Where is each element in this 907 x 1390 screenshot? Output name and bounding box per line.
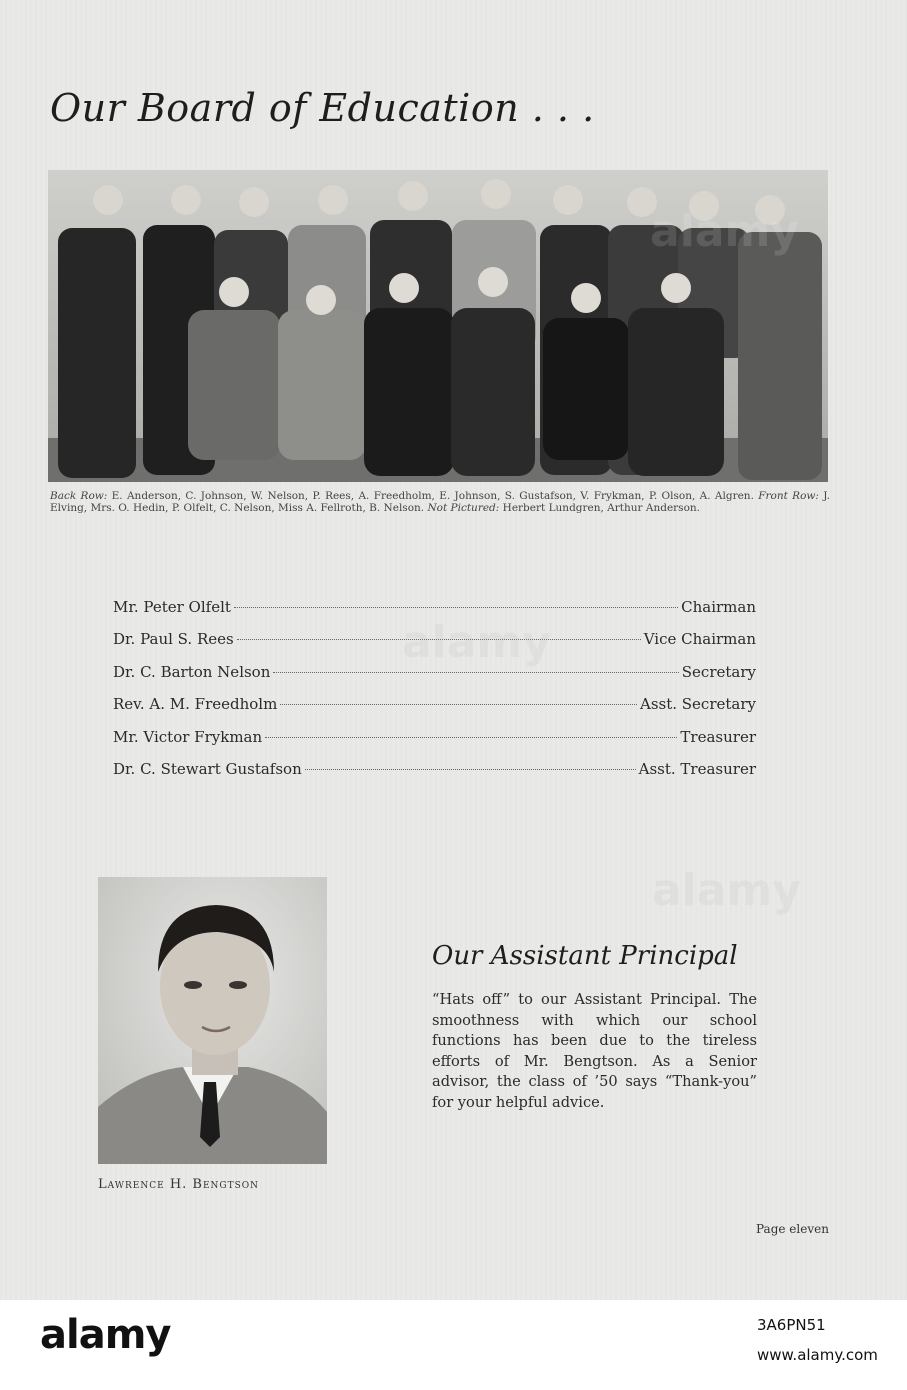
back-row-label: Back Row:	[50, 490, 108, 502]
officer-row	[113, 663, 756, 695]
assistant-principal-body: “Hats off” to our Assistant Principal. The smoothness with which our school functions has been due to the tireless efforts of Mr. Bengtson. As a Senior advisor, the class of ’50 says “Thank-you” for your helpful advice.	[432, 991, 757, 1111]
officer-row	[113, 695, 756, 727]
officer-row	[113, 728, 756, 760]
officer-name: Dr. C. Stewart Gustafson	[113, 759, 302, 778]
officer-row	[113, 760, 756, 792]
officer-name: Dr. C. Barton Nelson	[113, 662, 271, 681]
back-row-names: E. Anderson, C. Johnson, W. Nelson, P. Rees, A. Freedholm, E. Johnson, S. Gustafson, V. Frykman, P. Olson, A. Algren.	[107, 490, 759, 502]
front-row-names: J. Elving, Mrs. O. Hedin, P. Olfelt, C. Nelson, Miss A. Fellroth, B. Nelson.	[50, 490, 830, 514]
officers-list	[113, 598, 756, 792]
officer-role: Asst. Treasurer	[638, 759, 756, 778]
officer-name: Dr. Paul S. Rees	[113, 630, 234, 649]
leader-dots	[273, 672, 678, 673]
board-group-photo	[48, 170, 828, 482]
officer-role: Vice Chairman	[643, 630, 756, 649]
assistant-principal-title: Our Assistant Principal	[432, 941, 738, 971]
leader-dots	[305, 769, 636, 770]
officer-role: Treasurer	[680, 727, 756, 746]
page-title: Our Board of Education . . .	[50, 86, 595, 130]
leader-dots	[280, 704, 637, 705]
officer-role: Secretary	[681, 662, 756, 681]
officer-name: Mr. Peter Olfelt	[113, 598, 231, 616]
leader-dots	[234, 607, 678, 608]
leader-dots	[237, 639, 641, 640]
group-photo-caption	[50, 490, 830, 514]
alamy-logo: alamy	[40, 1312, 171, 1358]
assistant-principal-portrait	[98, 877, 327, 1164]
leader-dots	[265, 737, 677, 738]
officer-row	[113, 598, 756, 630]
not-pictured-label: Not Pictured:	[427, 502, 500, 514]
page-number: Page eleven	[756, 1222, 829, 1236]
image-id: 3A6PN51	[757, 1316, 826, 1334]
officer-name: Rev. A. M. Freedholm	[113, 695, 278, 714]
officer-role: Asst. Secretary	[639, 695, 756, 714]
footer-url[interactable]: www.alamy.com	[757, 1346, 878, 1364]
front-row-label: Front Row:	[758, 490, 819, 502]
officer-name: Mr. Victor Frykman	[113, 727, 263, 746]
officer-row	[113, 630, 756, 662]
not-pictured-names: Herbert Lundgren, Arthur Anderson.	[499, 502, 700, 514]
portrait-caption-name: Lawrence H. Bengtson	[98, 1177, 260, 1192]
officer-role: Chairman	[681, 598, 756, 616]
